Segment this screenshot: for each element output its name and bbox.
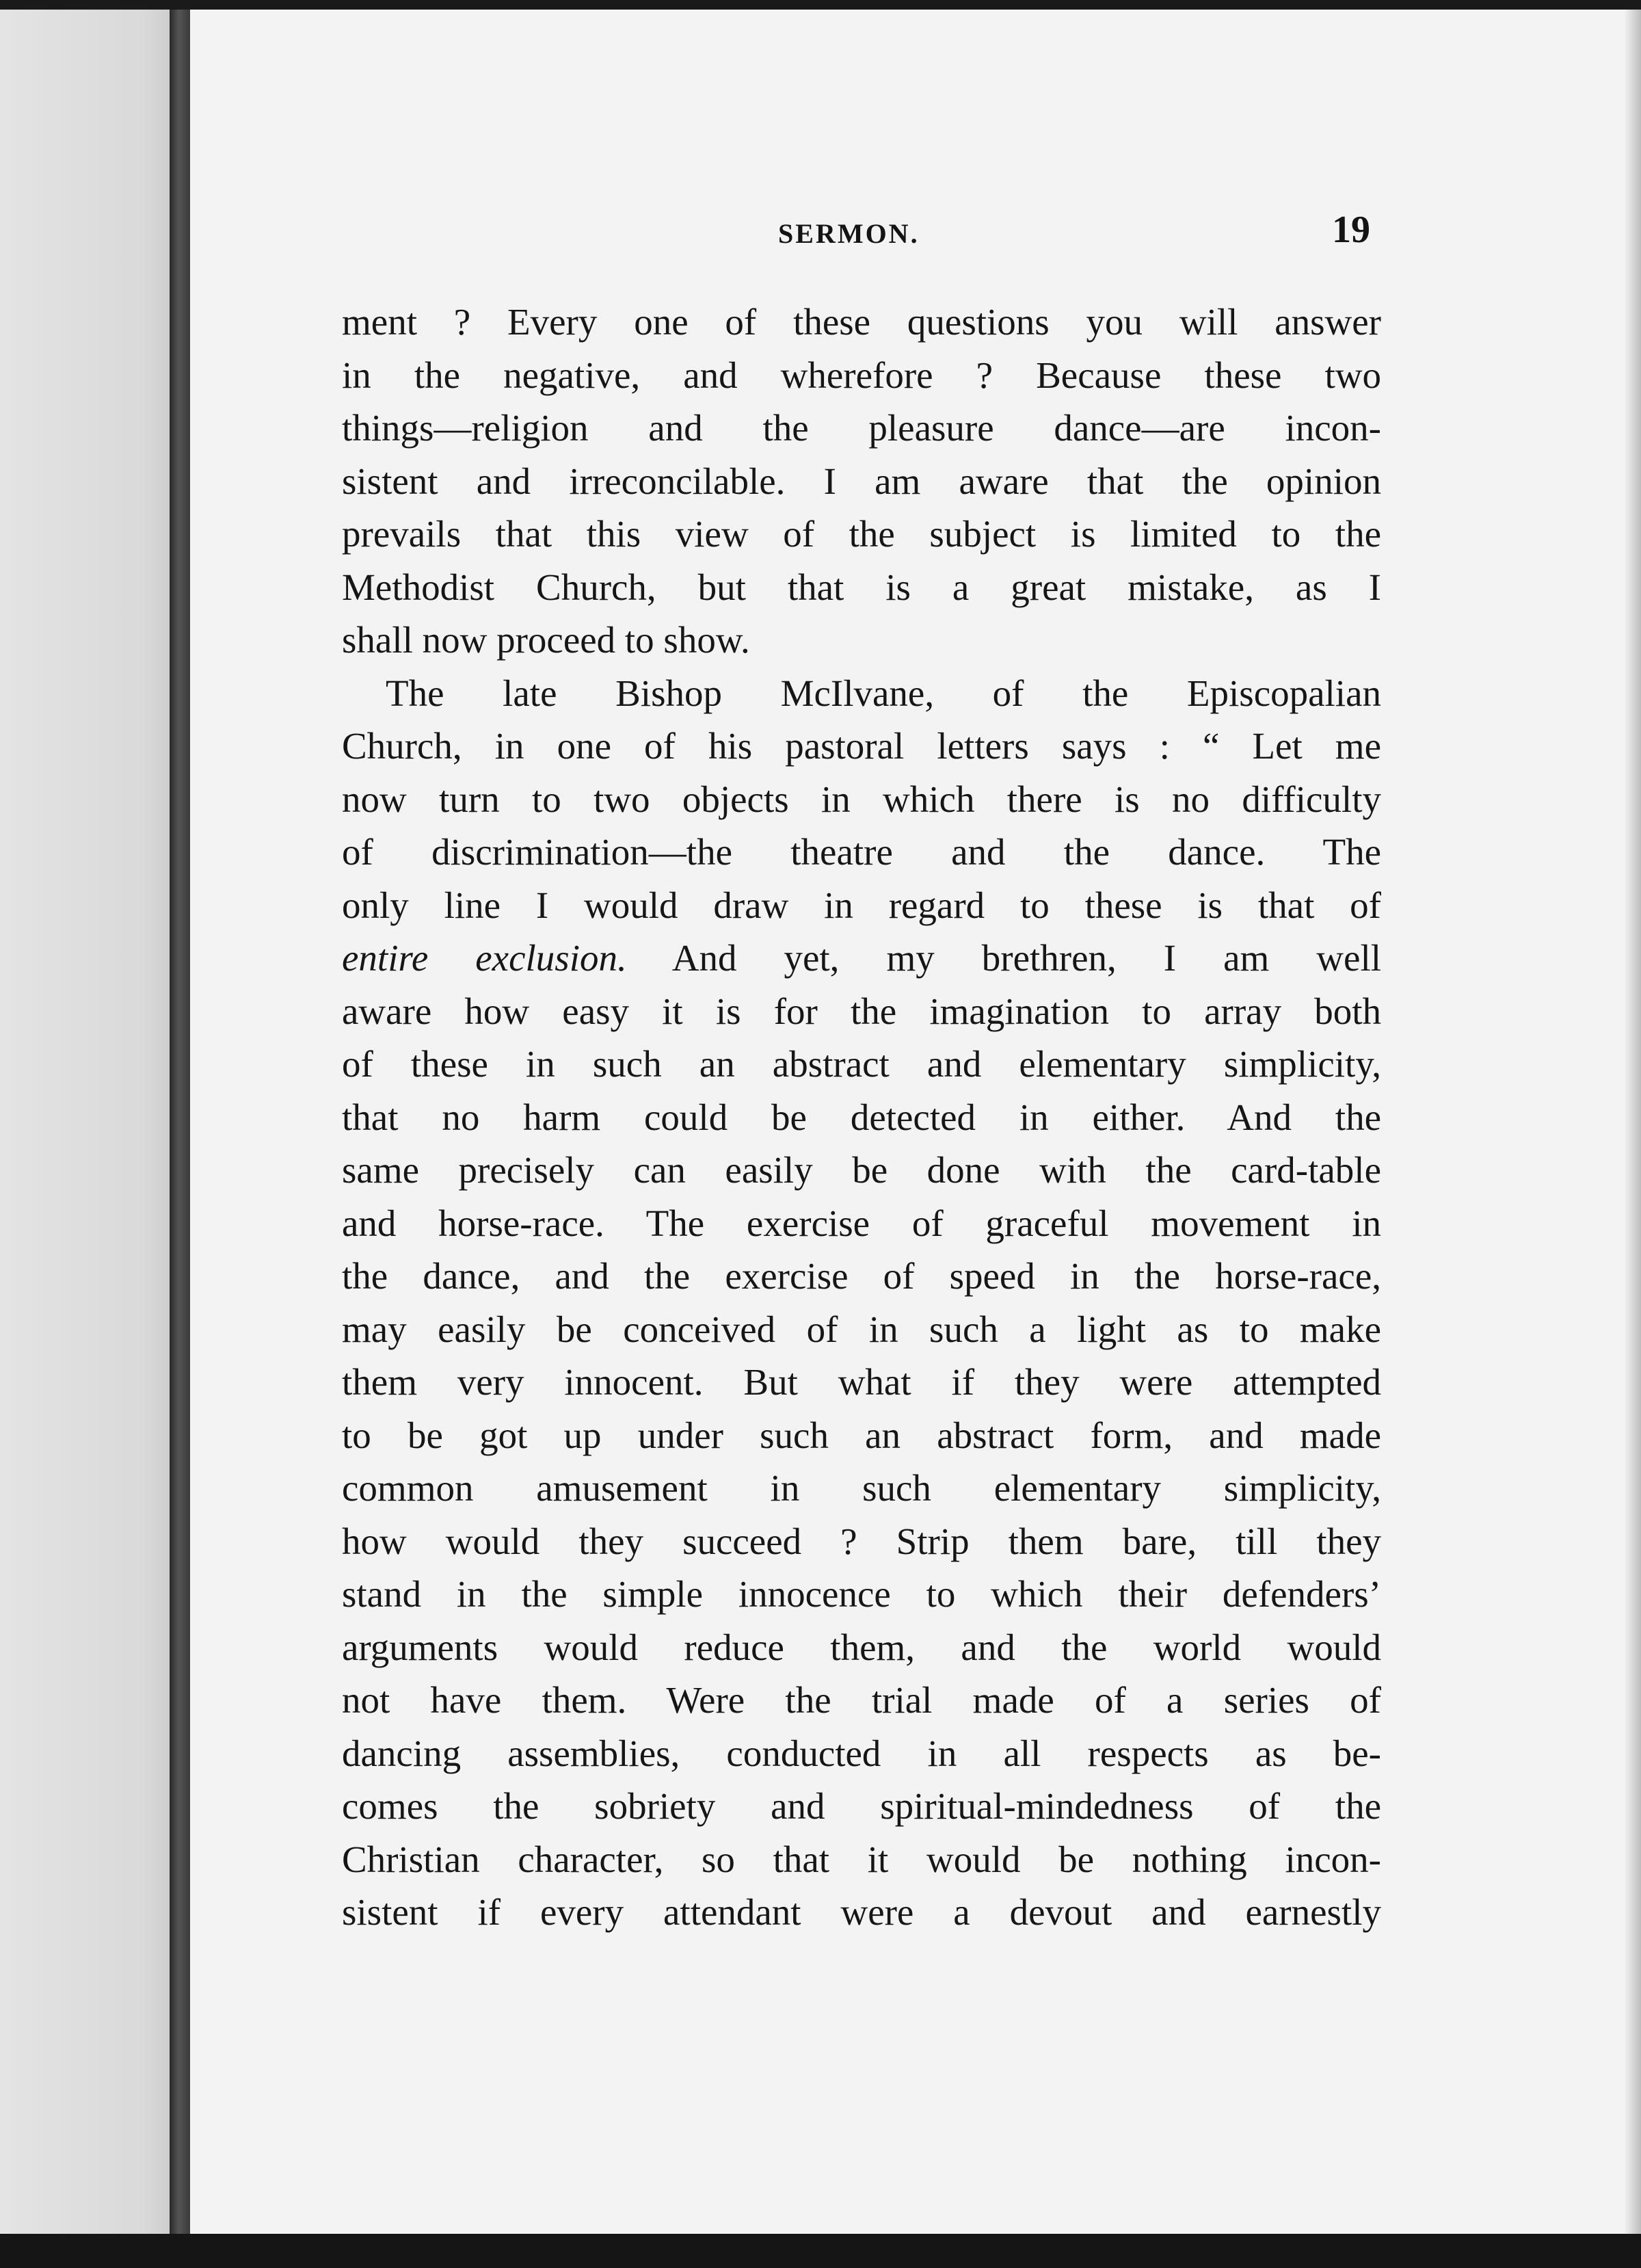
text-line-19: the dance, and the exercise of speed in the horse-race, [342,1255,1381,1297]
facing-page-edge [0,10,170,2234]
text-line-2: in the negative, and wherefore ? Because these two [342,354,1381,396]
text-line-17: same precisely can easily be done with the card-table [342,1149,1381,1191]
text-line-31: sistent if every attendant were a devout and earnestly [342,1891,1381,1933]
text-line-18: and horse-race. The exercise of graceful movement in [342,1202,1381,1244]
text-line-8: The late Bishop McIlvane, of the Episcopalian [386,672,1381,714]
text-line-6: Methodist Church, but that is a great mistake, as I [342,566,1381,608]
running-head: SERMON. [778,218,920,249]
text-line-4: sistent and irreconcilable. I am aware that the opinion [342,460,1381,502]
text-line-10: now turn to two objects in which there is no difficulty [342,778,1381,820]
page-number: 19 [1332,209,1370,251]
text-line-11: of discrimination—the theatre and the dance. The [342,831,1381,873]
text-line-22: to be got up under such an abstract form, and made [342,1414,1381,1456]
scan-top-border [0,0,1641,10]
text-line-20: may easily be conceived of in such a light as to make [342,1308,1381,1350]
text-line-12: only line I would draw in regard to these is that of [342,884,1381,926]
text-line-14: aware how easy it is for the imagination to array both [342,990,1381,1032]
text-line-9: Church, in one of his pastoral letters says : “ Let me [342,725,1381,767]
text-line-3: things—religion and the pleasure dance—are incon- [342,407,1381,449]
text-line-13-rest: And yet, my brethren, I am well [671,937,1382,979]
text-line-30: Christian character, so that it would be nothing incon- [342,1838,1381,1880]
text-line-26: arguments would reduce them, and the world would [342,1626,1381,1668]
text-line-23: common amusement in such elementary simplicity, [342,1467,1381,1509]
page-right-edge [1625,10,1641,2234]
text-line-1: ment ? Every one of these questions you will answer [342,301,1381,343]
text-line-13 [342,932,1381,985]
text-line-29: comes the sobriety and spiritual-mindedness of the [342,1785,1381,1827]
scan-bottom-border [0,2234,1641,2268]
text-line-5: prevails that this view of the subject is limited to the [342,513,1381,555]
italic-emphasis: entire exclusion. [342,937,627,979]
text-line-25: stand in the simple innocence to which their defenders’ [342,1573,1381,1615]
text-line-16: that no harm could be detected in either. And the [342,1096,1381,1138]
text-line-7: shall now proceed to show. [342,619,750,661]
text-line-28: dancing assemblies, conducted in all respects as be- [342,1732,1381,1774]
text-line-24: how would they succeed ? Strip them bare, till they [342,1520,1381,1562]
text-line-21: them very innocent. But what if they were attempted [342,1361,1381,1403]
text-line-15: of these in such an abstract and elementary simplicity, [342,1043,1381,1085]
book-gutter [170,10,190,2234]
text-line-27: not have them. Were the trial made of a series of [342,1679,1381,1721]
page-body-text [342,295,1381,1939]
